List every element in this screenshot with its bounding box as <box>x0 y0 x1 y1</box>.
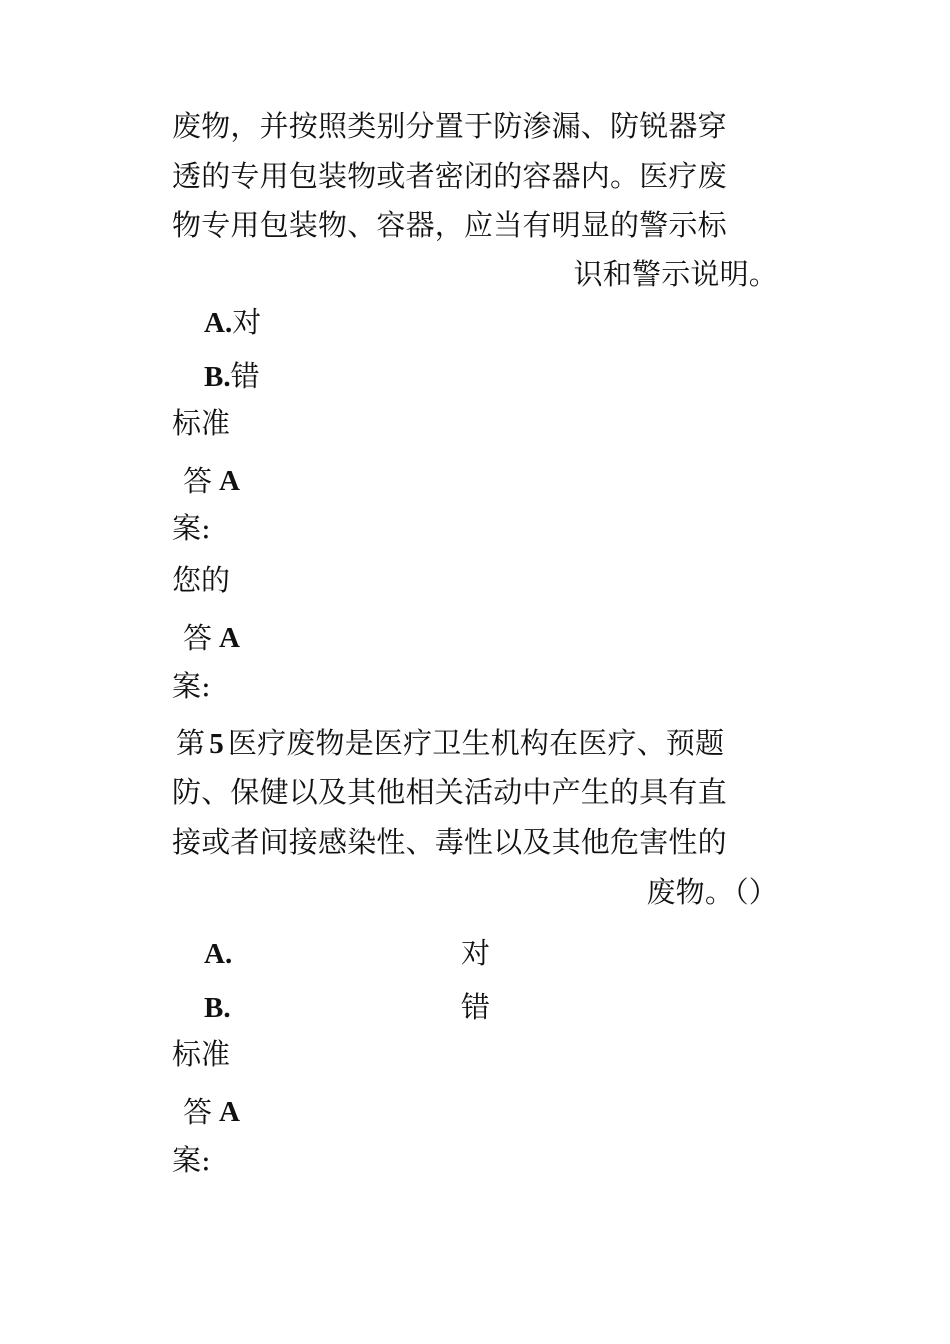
standard-answer-value: A <box>219 1096 240 1128</box>
your-answer-label: 您的 <box>172 563 231 597</box>
option-a-text: 对 <box>461 936 491 970</box>
standard-answer-label: 标准 <box>172 1037 231 1071</box>
question-text-line: 废物，并按照类别分置于防渗漏、防锐器穿 <box>172 109 727 143</box>
question-text-line: 物专用包装物、容器，应当有明显的警示标 <box>172 208 727 242</box>
option-letter: A. <box>204 307 233 339</box>
option-b <box>204 359 260 393</box>
standard-answer-label: 案: <box>172 1143 211 1177</box>
question-text-line: 透的专用包装物或者密闭的容器内。医疗废 <box>172 159 727 193</box>
option-a <box>204 305 262 339</box>
option-a-letter: A. <box>204 938 233 970</box>
question-prefix: 第 <box>176 726 206 760</box>
question-text-line: 防、保健以及其他相关活动中产生的具有直 <box>172 775 727 809</box>
question-text-line: 废物。（） <box>646 875 778 909</box>
your-answer-value: A <box>219 622 240 654</box>
standard-answer-label: 案: <box>172 511 211 545</box>
standard-answer-label: 答 <box>183 464 213 498</box>
option-text: 错 <box>230 359 260 393</box>
question-text-line: 接或者间接感染性、毒性以及其他危害性的 <box>172 825 727 859</box>
your-answer-label: 案: <box>172 669 211 703</box>
option-b-letter: B. <box>204 992 231 1024</box>
question-number: 5 <box>209 728 224 760</box>
question-text-line: 识和警示说明。 <box>573 257 778 291</box>
standard-answer-label: 答 <box>183 1095 213 1129</box>
standard-answer-label: 标准 <box>172 406 231 440</box>
standard-answer-value: A <box>219 465 240 497</box>
your-answer-label: 答 <box>183 621 213 655</box>
option-b-text: 错 <box>461 990 491 1024</box>
option-text: 对 <box>232 305 262 339</box>
question-5-title <box>176 726 778 760</box>
question-text-line: 医疗废物是医疗卫生机构在医疗、预题 <box>227 726 725 760</box>
option-letter: B. <box>204 361 231 393</box>
